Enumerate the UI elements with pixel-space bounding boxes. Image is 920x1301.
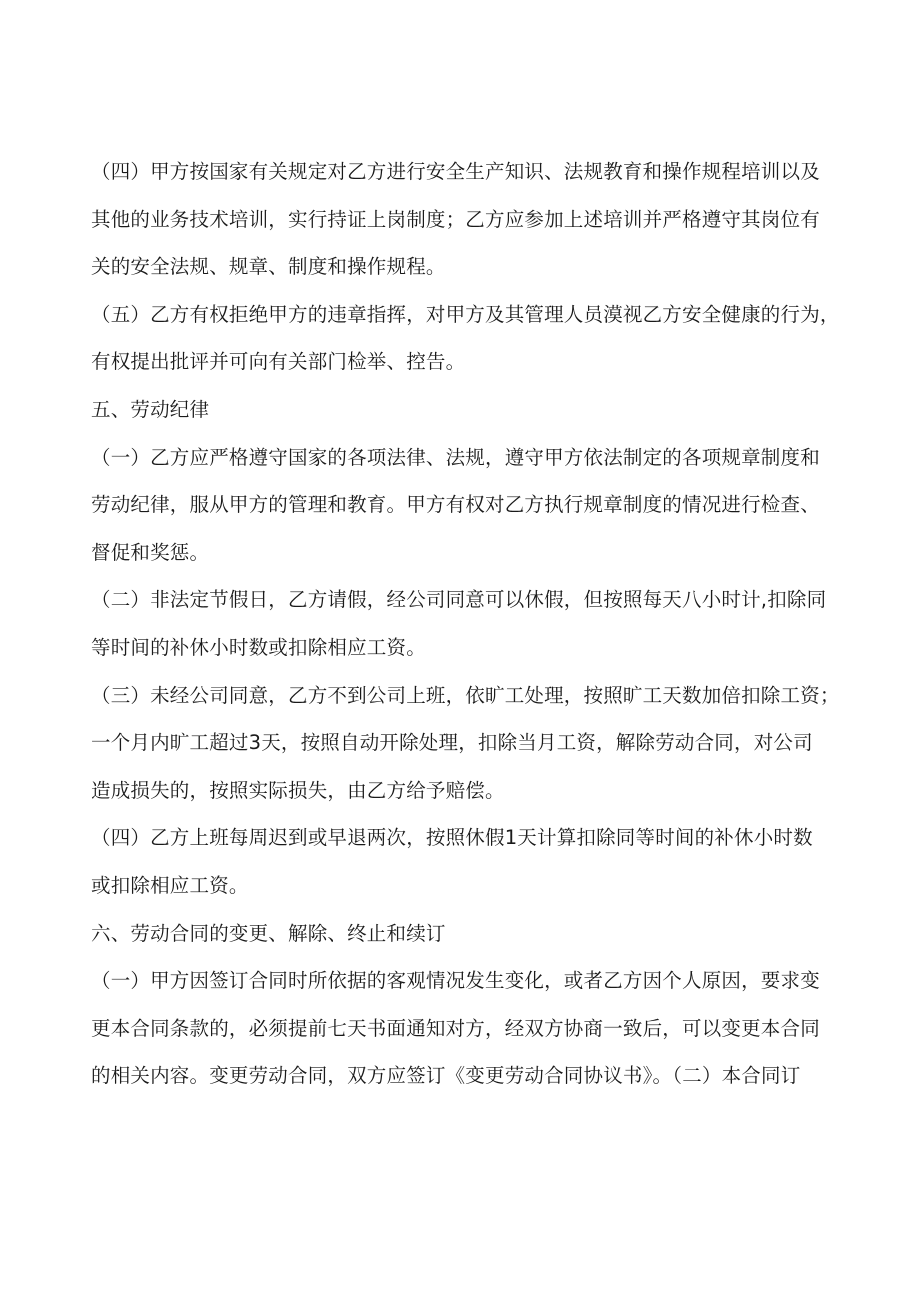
text-line: （四）甲方按国家有关规定对乙方进行安全生产知识、法规教育和操作规程培训以及 — [91, 160, 820, 183]
section-heading: 五、劳动纪律 — [91, 397, 210, 421]
section-heading-contract-changes — [91, 910, 851, 958]
text-line: 其他的业务技术培训，实行持证上岗制度；乙方应参加上述培训并严格遵守其岗位有 — [91, 207, 820, 231]
section-heading-labor-discipline — [91, 386, 851, 434]
section-heading: 六、劳动合同的变更、解除、终止和续订 — [91, 921, 446, 945]
document-body — [91, 148, 851, 1100]
text-line: 督促和奖惩。 — [91, 540, 210, 564]
text-line: 或扣除相应工资。 — [91, 873, 249, 897]
text-line: （四）乙方上班每周迟到或早退两次，按照休假1天计算扣除同等时间的补休小时数 — [91, 826, 813, 850]
clause-2-leave — [91, 576, 851, 671]
text-line: 关的安全法规、规章、制度和操作规程。 — [91, 255, 446, 279]
text-line: 的相关内容。变更劳动合同，双方应签订《变更劳动合同协议书》。（二）本合同订 — [91, 1064, 801, 1088]
text-line: 一个月内旷工超过3天，按照自动开除处理，扣除当月工资，解除劳动合同，对公司 — [91, 731, 813, 755]
text-line: （一）乙方应严格遵守国家的各项法律、法规，遵守甲方依法制定的各项规章制度和 — [91, 445, 820, 469]
clause-4-lateness — [91, 814, 851, 909]
clause-1-contract-modification — [91, 957, 851, 1100]
text-line: （五）乙方有权拒绝甲方的违章指挥，对甲方及其管理人员漠视乙方安全健康的行为， — [91, 302, 840, 326]
text-line: 有权提出批评并可向有关部门检举、控告。 — [91, 350, 466, 374]
clause-4-safety-training — [91, 148, 851, 291]
text-line: （二）非法定节假日，乙方请假，经公司同意可以休假，但按照每天八小时计,扣除同 — [91, 588, 827, 612]
text-line: （三）未经公司同意，乙方不到公司上班，依旷工处理，按照旷工天数加倍扣除工资； — [91, 683, 840, 707]
clause-1-obey-rules — [91, 434, 851, 577]
text-line: （一）甲方因签订合同时所依据的客观情况发生变化，或者乙方因个人原因，要求变 — [91, 969, 820, 993]
text-line: 更本合同条款的，必须提前七天书面通知对方，经双方协商一致后，可以变更本合同 — [91, 1016, 820, 1040]
text-line: 劳动纪律，服从甲方的管理和教育。甲方有权对乙方执行规章制度的情况进行检查、 — [91, 493, 820, 517]
clause-5-refuse-violation — [91, 291, 851, 386]
clause-3-absenteeism — [91, 672, 851, 815]
text-line: 等时间的补休小时数或扣除相应工资。 — [91, 635, 426, 659]
text-line: 造成损失的，按照实际损失，由乙方给予赔偿。 — [91, 778, 505, 802]
